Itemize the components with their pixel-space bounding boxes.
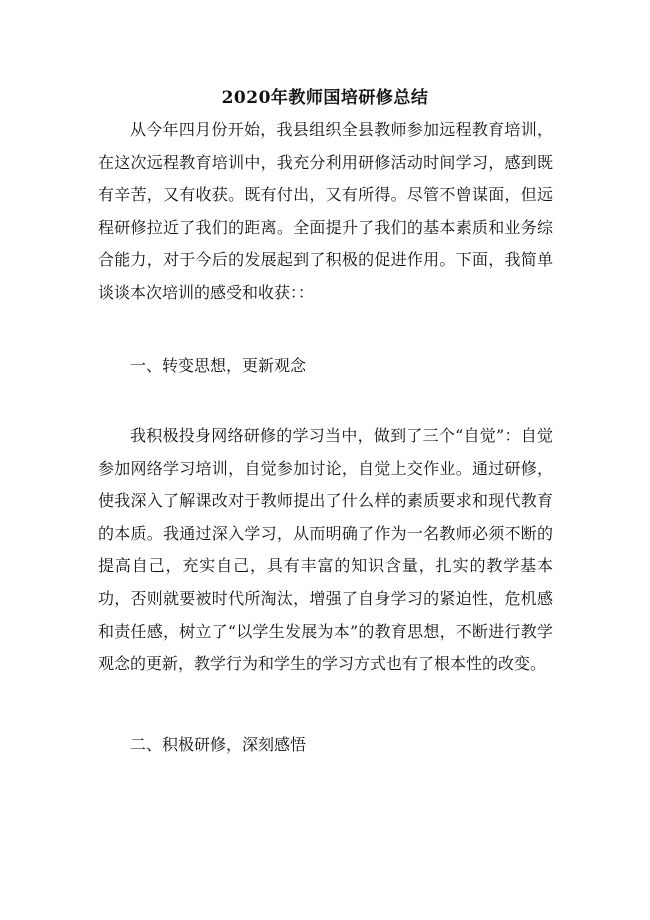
- intro-paragraph: 从今年四月份开始，我县组织全县教师参加远程教育培训，在这次远程教育培训中，我充分利用研修活动时间学习，感到既有辛苦，又有收获。既有付出，又有所得。尽管不曾谋面，但远程研修拉近了我们的距离。全面提升了我们的基本素质和业务综合能力，对于今后的发展起到了积极的促进作用。下面，我简单谈谈本次培训的感受和收获：：: [98, 120, 553, 302]
- section-heading-2: 二、积极研修，深刻感悟: [130, 735, 307, 754]
- document-title: 2020年教师国培研修总结: [221, 88, 429, 108]
- section-heading-1: 一、转变思想，更新观念: [130, 356, 307, 375]
- section-1-paragraph: 我积极投身网络研修的学习当中，做到了三个“自觉”：自觉参加网络学习培训，自觉参加讨论，自觉上交作业。通过研修，使我深入了解课改对于教师提出了什么样的素质要求和现代教育的本质。我通过深入学习，从而明确了作为一名教师必须不断的提高自己，充实自己，具有丰富的知识含量，扎实的教学基本功，否则就要被时代所淘汰，增强了自身学习的紧迫性，危机感和责任感，树立了“以学生发展为本”的教育思想，不断进行教学观念的更新，教学行为和学生的学习方式也有了根本性的改变。: [98, 426, 553, 674]
